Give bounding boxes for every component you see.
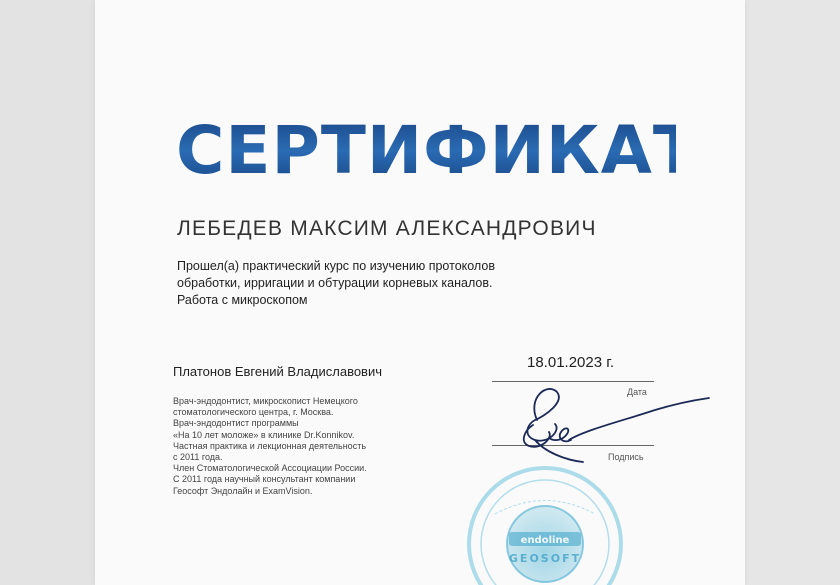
course-description <box>177 258 557 309</box>
bio-line: Врач-эндодонтист программы <box>173 418 299 429</box>
course-line: Прошел(а) практический курс по изучению протоколов <box>177 259 495 273</box>
handwritten-signature <box>505 380 715 475</box>
bio-line: Частная практика и лекционная деятельность <box>173 440 367 451</box>
signer-name: Платонов Евгений Владиславович <box>173 364 382 379</box>
bio-line: Член Стоматологической Ассоциации России. <box>173 463 367 474</box>
bio-line: Геософт Эндолайн и ExamVision. <box>173 485 313 496</box>
bio-line: с 2011 года. <box>173 452 223 463</box>
stamp-seal <box>465 462 625 585</box>
course-line: Работа с микроскопом <box>177 293 308 307</box>
stamp-inner-text: endoline <box>520 535 570 546</box>
bio-line: стоматологического центра, г. Москва. <box>173 407 334 418</box>
bio-line: «На 10 лет моложе» в клинике Dr.Konnikov. <box>173 429 355 440</box>
date-value: 18.01.2023 г. <box>527 354 615 371</box>
bio-line: Врач-эндодонтист, микроскопист Немецкого <box>173 396 358 406</box>
certificate-title: СЕРТИФИКАТ <box>176 112 699 189</box>
signature-caption: Подпись <box>608 452 644 462</box>
recipient-name: ЛЕБЕДЕВ МАКСИМ АЛЕКСАНДРОВИЧ <box>177 217 597 240</box>
bio-line: С 2011 года научный консультант компании <box>173 474 356 485</box>
background-left <box>0 0 95 585</box>
course-line: обработки, ирригации и обтурации корневых каналов. <box>177 276 493 290</box>
signer-bio <box>173 396 433 497</box>
background-right <box>745 0 840 585</box>
date-caption: Дата <box>627 387 647 397</box>
stamp-lower-text: GEOSOFT <box>508 552 582 565</box>
